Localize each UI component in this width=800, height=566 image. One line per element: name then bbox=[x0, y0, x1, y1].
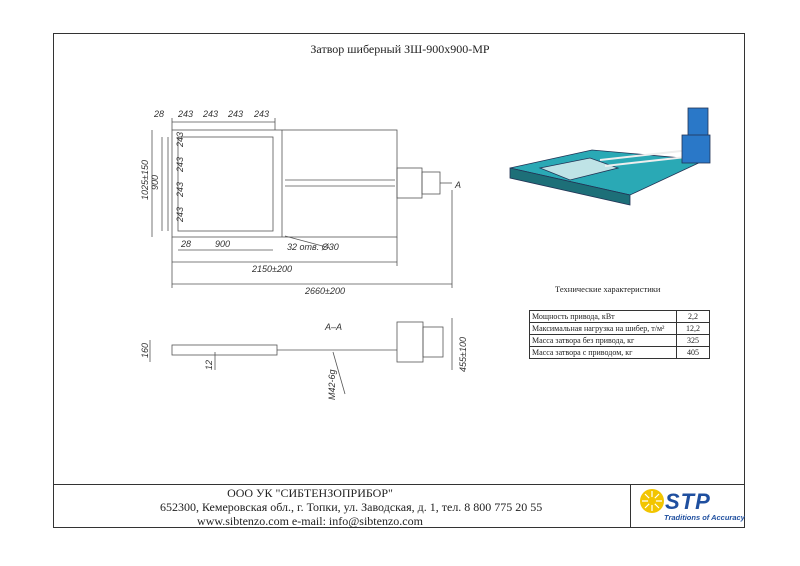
svg-text:М42-6g: М42-6g bbox=[327, 369, 337, 400]
svg-text:2660±200: 2660±200 bbox=[305, 286, 345, 296]
svg-text:28: 28 bbox=[154, 109, 165, 119]
drive-motor bbox=[422, 172, 440, 194]
svg-text:А–А: А–А bbox=[325, 322, 343, 332]
side-drive-motor bbox=[423, 327, 443, 357]
spec-value: 12,2 bbox=[677, 323, 710, 335]
spec-label: Масса затвора без привода, кг bbox=[530, 335, 677, 347]
logo-tagline: Traditions of Accuracy bbox=[664, 513, 745, 522]
spec-label: Мощность привода, кВт bbox=[530, 311, 677, 323]
svg-text:455±100: 455±100 bbox=[458, 337, 468, 372]
table-row bbox=[530, 335, 710, 347]
svg-text:1025±150: 1025±150 bbox=[140, 160, 150, 200]
svg-text:900: 900 bbox=[215, 239, 231, 249]
company-info bbox=[160, 486, 543, 528]
svg-text:243: 243 bbox=[175, 206, 185, 222]
specs-table bbox=[529, 310, 710, 359]
svg-text:243: 243 bbox=[175, 181, 185, 197]
svg-text:2150±200: 2150±200 bbox=[252, 264, 292, 274]
footer-divider-line bbox=[53, 484, 745, 485]
side-view-body bbox=[172, 345, 277, 355]
gate-3d-motor bbox=[688, 108, 708, 138]
specs-title: Технические характеристики bbox=[555, 284, 661, 294]
gate-3d-body bbox=[510, 150, 705, 195]
spec-label: Максимальная нагрузка на шибер, т/м² bbox=[530, 323, 677, 335]
gate-3d-gearbox bbox=[682, 135, 710, 163]
opening-outline bbox=[178, 137, 273, 231]
spec-value: 2,2 bbox=[677, 311, 710, 323]
company-name: ООО УК "СИБТЕНЗОПРИБОР" bbox=[227, 486, 393, 500]
side-drive-gearbox bbox=[397, 322, 423, 362]
svg-text:243: 243 bbox=[175, 131, 185, 147]
logo-text: STP bbox=[665, 489, 711, 514]
table-row bbox=[530, 323, 710, 335]
svg-text:А: А bbox=[455, 180, 462, 190]
drive-gearbox bbox=[397, 168, 422, 198]
drawing-title: Затвор шиберный ЗШ-900х900-МР bbox=[310, 42, 490, 56]
svg-text:243: 243 bbox=[178, 109, 194, 119]
spec-value: 325 bbox=[677, 335, 710, 347]
svg-text:243: 243 bbox=[254, 109, 270, 119]
table-row bbox=[530, 311, 710, 323]
svg-text:32 отв. Ø30: 32 отв. Ø30 bbox=[287, 242, 339, 252]
spec-label: Масса затвора с приводом, кг bbox=[530, 347, 677, 359]
footer-logo-divider bbox=[630, 484, 631, 528]
svg-text:900: 900 bbox=[150, 174, 160, 190]
svg-text:243: 243 bbox=[175, 156, 185, 172]
svg-text:28: 28 bbox=[181, 239, 192, 249]
spec-value: 405 bbox=[677, 347, 710, 359]
company-address: 652300, Кемеровская обл., г. Топки, ул. Заводская, д. 1, тел. 8 800 775 20 55 bbox=[160, 500, 543, 514]
table-row bbox=[530, 347, 710, 359]
svg-text:12: 12 bbox=[204, 359, 214, 370]
svg-text:243: 243 bbox=[228, 109, 244, 119]
svg-text:160: 160 bbox=[140, 342, 150, 358]
company-web[interactable]: www.sibtenzo.com e-mail: info@sibtenzo.com bbox=[197, 514, 423, 528]
svg-text:243: 243 bbox=[203, 109, 219, 119]
top-view-outline bbox=[172, 130, 397, 237]
